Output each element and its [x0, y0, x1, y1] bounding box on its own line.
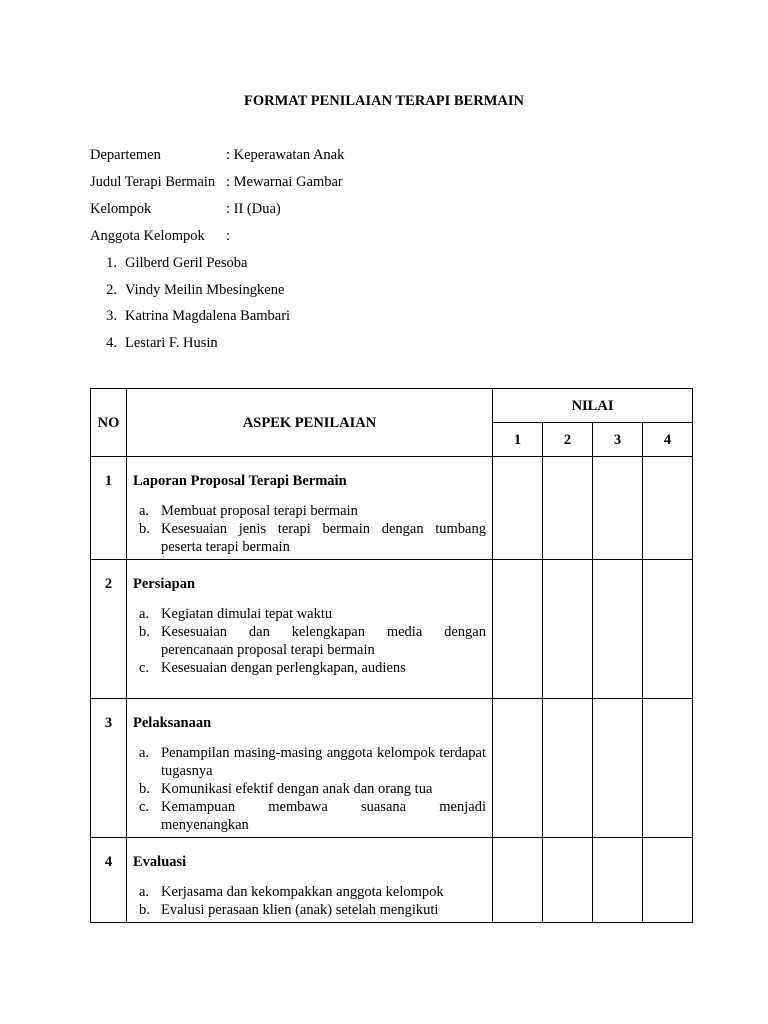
item-letter: b.: [139, 521, 150, 537]
info-row-title: [90, 173, 344, 200]
row-number-text: 1: [104, 473, 113, 489]
score-cell[interactable]: [493, 699, 543, 838]
info-label: Judul Terapi Bermain: [90, 174, 216, 190]
item-text: Kesesuaian dengan perlengkapan, audiens: [161, 660, 406, 676]
score-cell[interactable]: [593, 457, 643, 560]
list-item: [90, 307, 290, 334]
score-cell[interactable]: [543, 457, 593, 560]
list-item: [133, 883, 486, 901]
list-item: [90, 334, 290, 361]
info-value: : II (Dua): [226, 201, 281, 217]
aspect-items: [133, 502, 486, 556]
aspect-title: Laporan Proposal Terapi Bermain: [133, 473, 347, 489]
info-label: Kelompok: [90, 201, 152, 217]
list-item: [133, 798, 486, 834]
list-item: [90, 254, 290, 281]
score-col-3: 3: [593, 423, 643, 457]
info-label: Departemen: [90, 147, 161, 163]
list-item: [133, 623, 486, 659]
aspect-title: Evaluasi: [133, 854, 187, 870]
info-value: :: [226, 228, 231, 244]
item-letter: a.: [139, 884, 150, 900]
row-number: [91, 838, 127, 923]
score-col-2: 2: [543, 423, 593, 457]
list-item: [133, 502, 486, 520]
item-letter: c.: [139, 660, 150, 676]
row-number-text: 2: [104, 576, 113, 592]
score-cell[interactable]: [643, 699, 693, 838]
score-cell[interactable]: [643, 838, 693, 923]
info-value: : Mewarnai Gambar: [226, 174, 343, 190]
aspect-cell: [127, 560, 493, 699]
member-name: Vindy Meilin Mbesingkene: [125, 281, 285, 298]
item-text: Komunikasi efektif dengan anak dan orang tua: [161, 781, 433, 797]
list-item: [133, 605, 486, 623]
row-number-text: 3: [104, 715, 113, 731]
score-cell[interactable]: [543, 560, 593, 699]
info-row-group: [90, 200, 344, 227]
score-cell[interactable]: [543, 699, 593, 838]
aspect-title: Pelaksanaan: [133, 715, 212, 731]
table-row: [91, 457, 693, 560]
item-letter: a.: [139, 606, 150, 622]
score-cell[interactable]: [593, 560, 643, 699]
aspect-title: Persiapan: [133, 576, 196, 592]
item-text: Penampilan masing-masing anggota kelompok terdapat tugasnya: [161, 745, 486, 779]
table-row: [91, 699, 693, 838]
score-cell[interactable]: [543, 838, 593, 923]
row-number: [91, 560, 127, 699]
item-text: Membuat proposal terapi bermain: [161, 503, 358, 519]
info-block: [90, 146, 344, 254]
score-cell[interactable]: [493, 838, 543, 923]
info-row-department: [90, 146, 344, 173]
item-text: Kerjasama dan kekompakkan anggota kelompok: [161, 884, 444, 900]
score-cell[interactable]: [643, 560, 693, 699]
document-title: FORMAT PENILAIAN TERAPI BERMAIN: [244, 93, 524, 109]
member-number: 3.: [106, 308, 117, 324]
score-col-4: 4: [643, 423, 693, 457]
aspect-items: [133, 744, 486, 834]
member-list: [90, 254, 290, 360]
item-letter: a.: [139, 745, 150, 761]
aspect-items: [133, 883, 486, 919]
info-value: : Keperawatan Anak: [226, 147, 345, 163]
member-number: 1.: [106, 255, 117, 271]
aspect-clip: [133, 838, 486, 922]
item-text: Kemampuan membawa suasana menjadi menyenangkan: [161, 799, 486, 833]
item-letter: b.: [139, 624, 150, 640]
table-row: [91, 560, 693, 699]
item-text: Kesesuaian dan kelengkapan media dengan perencanaan proposal terapi bermain: [161, 624, 486, 658]
row-number-text: 4: [104, 854, 113, 870]
member-name: Gilberd Geril Pesoba: [125, 255, 248, 271]
assessment-table: [90, 388, 693, 923]
aspect-items: [133, 605, 486, 677]
row-number: [91, 699, 127, 838]
score-cell[interactable]: [493, 457, 543, 560]
member-number: 2.: [106, 281, 117, 298]
item-text: Kesesuaian jenis terapi bermain dengan tumbang peserta terapi bermain: [161, 521, 486, 555]
score-col-1: 1: [493, 423, 543, 457]
member-name: Katrina Magdalena Bambari: [125, 308, 291, 324]
list-item: [133, 780, 486, 798]
score-cell[interactable]: [493, 560, 543, 699]
item-text: Evalusi perasaan klien (anak) setelah mengikuti: [161, 902, 439, 918]
item-letter: a.: [139, 503, 150, 519]
member-name: Lestari F. Husin: [125, 334, 218, 351]
header-no: NO: [91, 389, 127, 457]
info-row-members: [90, 227, 344, 254]
item-letter: b.: [139, 781, 150, 797]
list-item: [133, 520, 486, 556]
item-text: Kegiatan dimulai tepat waktu: [161, 606, 333, 622]
score-cell[interactable]: [643, 457, 693, 560]
list-item: [133, 659, 486, 677]
aspect-cell: [127, 838, 493, 923]
list-item: [90, 281, 290, 308]
item-letter: b.: [139, 902, 150, 918]
score-cell[interactable]: [593, 838, 643, 923]
member-number: 4.: [106, 334, 117, 351]
aspect-cell: [127, 457, 493, 560]
header-aspect: ASPEK PENILAIAN: [127, 389, 493, 457]
score-cell[interactable]: [593, 699, 643, 838]
aspect-cell: [127, 699, 493, 838]
list-item: [133, 744, 486, 780]
row-number: [91, 457, 127, 560]
list-item: [133, 901, 486, 919]
info-label: Anggota Kelompok: [90, 228, 205, 244]
header-score: NILAI: [493, 389, 693, 423]
item-letter: c.: [139, 799, 150, 815]
table-row: [91, 838, 693, 923]
